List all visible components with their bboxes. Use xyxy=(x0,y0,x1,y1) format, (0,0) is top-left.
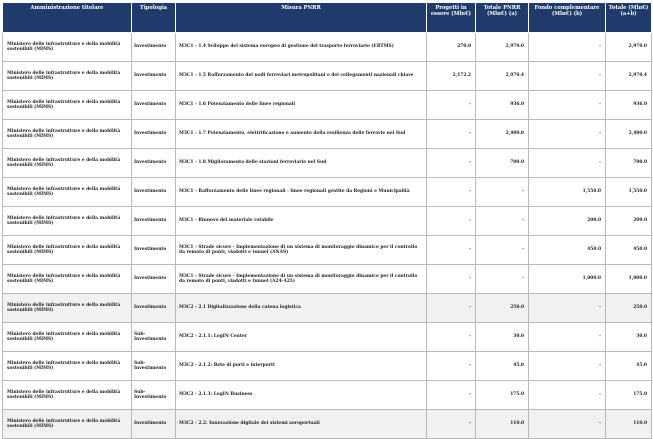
cell-type: Investimento xyxy=(132,265,176,294)
cell-administration: Ministero delle infrastrutture e della mobilità sostenibili (MIMS) xyxy=(3,178,132,207)
header-type: Tipologia xyxy=(132,3,176,33)
cell-pnrr-total: 2,970.0 xyxy=(476,33,529,62)
cell-administration: Ministero delle infrastrutture e della mobilità sostenibili (MIMS) xyxy=(3,207,132,236)
pnrr-measures-table xyxy=(2,2,652,439)
cell-complementary-fund: - xyxy=(529,120,606,149)
table-header-row xyxy=(3,3,652,33)
cell-administration: Ministero delle infrastrutture e della mobilità sostenibili (MIMS) xyxy=(3,410,132,439)
cell-existing-projects: - xyxy=(427,265,476,294)
cell-existing-projects: - xyxy=(427,236,476,265)
table-row xyxy=(3,120,652,149)
table-row xyxy=(3,236,652,265)
table-row xyxy=(3,323,652,352)
cell-measure: M3C1 - 1.5 Rafforzamento dei nodi ferroviari metropolitani e dei collegamenti nazionali chiave xyxy=(176,62,427,91)
cell-measure: M3C1 - 1.6 Potenziamento delle linee regionali xyxy=(176,91,427,120)
table-row xyxy=(3,410,652,439)
cell-existing-projects: - xyxy=(427,178,476,207)
cell-existing-projects: - xyxy=(427,207,476,236)
cell-total: 110.0 xyxy=(606,410,652,439)
cell-complementary-fund: - xyxy=(529,33,606,62)
header-administration: Amministrazione titolare xyxy=(3,3,132,33)
cell-pnrr-total: 250.0 xyxy=(476,294,529,323)
cell-measure: M3C1 - 1.7 Potenziamento, elettrificazione e aumento della resilienza delle ferrovie nel Sud xyxy=(176,120,427,149)
cell-measure: M3C1 - Strade sicure - Implementazione di un sistema di monitoraggio dinamico per il controllo da remoto di ponti, viadotti e tunnel (A24-A25) xyxy=(176,265,427,294)
cell-type: Sub-Investimento xyxy=(132,323,176,352)
cell-complementary-fund: - xyxy=(529,352,606,381)
cell-type: Investimento xyxy=(132,62,176,91)
header-complementary-fund: Fondo complementare (Mln€) (b) xyxy=(529,3,606,33)
table-row xyxy=(3,178,652,207)
cell-total: 1,000.0 xyxy=(606,265,652,294)
cell-complementary-fund: - xyxy=(529,149,606,178)
table-row xyxy=(3,62,652,91)
cell-type: Investimento xyxy=(132,178,176,207)
cell-type: Investimento xyxy=(132,120,176,149)
pnrr-table-container xyxy=(2,2,651,439)
cell-total: 175.0 xyxy=(606,381,652,410)
cell-complementary-fund: 1,000.0 xyxy=(529,265,606,294)
table-row xyxy=(3,265,652,294)
table-row xyxy=(3,352,652,381)
cell-administration: Ministero delle infrastrutture e della mobilità sostenibili (MIMS) xyxy=(3,381,132,410)
cell-complementary-fund: 200.0 xyxy=(529,207,606,236)
cell-pnrr-total: 110.0 xyxy=(476,410,529,439)
cell-pnrr-total: 30.0 xyxy=(476,323,529,352)
cell-type: Investimento xyxy=(132,91,176,120)
cell-existing-projects: - xyxy=(427,381,476,410)
cell-total: 1,550.0 xyxy=(606,178,652,207)
cell-pnrr-total: 175.0 xyxy=(476,381,529,410)
cell-existing-projects: - xyxy=(427,91,476,120)
cell-complementary-fund: 450.0 xyxy=(529,236,606,265)
cell-type: Investimento xyxy=(132,149,176,178)
cell-pnrr-total: - xyxy=(476,178,529,207)
cell-administration: Ministero delle infrastrutture e della mobilità sostenibili (MIMS) xyxy=(3,120,132,149)
cell-pnrr-total: - xyxy=(476,236,529,265)
cell-total: 30.0 xyxy=(606,323,652,352)
table-body xyxy=(3,33,652,439)
cell-complementary-fund: - xyxy=(529,62,606,91)
cell-complementary-fund: - xyxy=(529,294,606,323)
cell-pnrr-total: 936.0 xyxy=(476,91,529,120)
table-row xyxy=(3,91,652,120)
cell-pnrr-total: - xyxy=(476,207,529,236)
table-row xyxy=(3,207,652,236)
cell-measure: M3C2 - 2.1.1: LogIN Center xyxy=(176,323,427,352)
cell-total: 200.0 xyxy=(606,207,652,236)
cell-total: 2,970.4 xyxy=(606,62,652,91)
cell-existing-projects: 2,172.2 xyxy=(427,62,476,91)
cell-type: Sub-Investimento xyxy=(132,381,176,410)
cell-pnrr-total: - xyxy=(476,265,529,294)
table-row xyxy=(3,381,652,410)
header-measure: Misura PNRR xyxy=(176,3,427,33)
cell-complementary-fund: - xyxy=(529,91,606,120)
cell-administration: Ministero delle infrastrutture e della mobilità sostenibili (MIMS) xyxy=(3,62,132,91)
cell-existing-projects: - xyxy=(427,410,476,439)
cell-administration: Ministero delle infrastrutture e della mobilità sostenibili (MIMS) xyxy=(3,236,132,265)
cell-existing-projects: - xyxy=(427,352,476,381)
cell-existing-projects: - xyxy=(427,120,476,149)
cell-existing-projects: 270.0 xyxy=(427,33,476,62)
cell-total: 2,970.0 xyxy=(606,33,652,62)
cell-total: 450.0 xyxy=(606,236,652,265)
cell-complementary-fund: - xyxy=(529,381,606,410)
cell-administration: Ministero delle infrastrutture e della mobilità sostenibili (MIMS) xyxy=(3,323,132,352)
cell-type: Investimento xyxy=(132,33,176,62)
cell-existing-projects: - xyxy=(427,294,476,323)
cell-complementary-fund: 1,550.0 xyxy=(529,178,606,207)
cell-total: 936.0 xyxy=(606,91,652,120)
cell-type: Investimento xyxy=(132,236,176,265)
cell-measure: M3C2 - 2.1.3: LogIN Business xyxy=(176,381,427,410)
cell-total: 700.0 xyxy=(606,149,652,178)
cell-measure: M3C2 - 2.2: Innovazione digitale dei sistemi aeroportuali xyxy=(176,410,427,439)
table-row xyxy=(3,294,652,323)
cell-pnrr-total: 2,970.4 xyxy=(476,62,529,91)
cell-type: Investimento xyxy=(132,410,176,439)
cell-complementary-fund: - xyxy=(529,323,606,352)
cell-measure: M3C1 - 1.4 Sviluppo del sistema europeo di gestione del trasporto ferroviario (ERTMS) xyxy=(176,33,427,62)
cell-total: 2,400.0 xyxy=(606,120,652,149)
cell-measure: M3C1 - Strade sicure - Implementazione di un sistema di monitoraggio dinamico per il controllo da remoto di ponti, viadotti e tunnel (ANAS) xyxy=(176,236,427,265)
cell-measure: M3C1 - Rinnovo del materiale rotabile xyxy=(176,207,427,236)
cell-measure: M3C1 - 1.8 Miglioramento delle stazioni ferroviarie nel Sud xyxy=(176,149,427,178)
cell-existing-projects: - xyxy=(427,149,476,178)
header-total: Totale (Mln€) (a+b) xyxy=(606,3,652,33)
table-row xyxy=(3,149,652,178)
cell-measure: M3C2 - 2.1 Digitalizzazione della catena logistica xyxy=(176,294,427,323)
cell-administration: Ministero delle infrastrutture e della mobilità sostenibili (MIMS) xyxy=(3,149,132,178)
cell-administration: Ministero delle infrastrutture e della mobilità sostenibili (MIMS) xyxy=(3,294,132,323)
cell-existing-projects: - xyxy=(427,323,476,352)
cell-administration: Ministero delle infrastrutture e della mobilità sostenibili (MIMS) xyxy=(3,91,132,120)
header-existing-projects: Progetti in essere (Mln€) xyxy=(427,3,476,33)
header-pnrr-total: Totale PNRR (Mln€) (a) xyxy=(476,3,529,33)
cell-pnrr-total: 2,400.0 xyxy=(476,120,529,149)
cell-measure: M3C1 - Rafforzamento delle linee regionali - linee regionali gestite da Regioni e Municipalità xyxy=(176,178,427,207)
cell-administration: Ministero delle infrastrutture e della mobilità sostenibili (MIMS) xyxy=(3,265,132,294)
cell-administration: Ministero delle infrastrutture e della mobilità sostenibili (MIMS) xyxy=(3,33,132,62)
cell-total: 45.0 xyxy=(606,352,652,381)
cell-total: 250.0 xyxy=(606,294,652,323)
cell-administration: Ministero delle infrastrutture e della mobilità sostenibili (MIMS) xyxy=(3,352,132,381)
cell-type: Investimento xyxy=(132,207,176,236)
cell-type: Investimento xyxy=(132,294,176,323)
table-row xyxy=(3,33,652,62)
cell-pnrr-total: 45.0 xyxy=(476,352,529,381)
cell-type: Sub-Investimento xyxy=(132,352,176,381)
cell-complementary-fund: - xyxy=(529,410,606,439)
cell-measure: M3C2 - 2.1.2: Rete di porti e interporti xyxy=(176,352,427,381)
cell-pnrr-total: 700.0 xyxy=(476,149,529,178)
